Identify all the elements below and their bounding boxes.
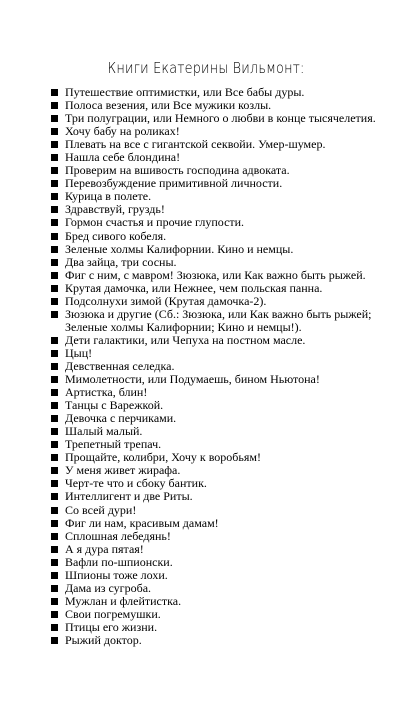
- bullet-square-icon: [51, 167, 58, 174]
- bullet-square-icon: [51, 363, 58, 370]
- bullet-square-icon: [51, 559, 58, 566]
- book-title: Девочка с перчиками.: [65, 411, 177, 426]
- book-title: Интеллигент и две Риты.: [65, 489, 193, 504]
- book-title: Фиг ли нам, красивым дамам!: [65, 515, 219, 530]
- page-title: Книги Екатерины Вильмонт:: [107, 59, 305, 77]
- book-title: Артистка, блин!: [65, 385, 148, 400]
- book-title: Дети галактики, или Чепуха на постном масле.: [65, 332, 306, 347]
- book-title: Мужлан и флейтистка.: [65, 593, 182, 608]
- bullet-square-icon: [51, 233, 58, 240]
- book-title: Фиг с ним, с мавром! Зюзюка, или Как важно быть рыжей.: [65, 267, 366, 282]
- bullet-square-icon: [51, 520, 58, 527]
- bullet-square-icon: [51, 428, 58, 435]
- book-title: Три полуграции, или Немного о любви в конце тысячелетия.: [65, 111, 376, 126]
- book-title: Курица в полете.: [65, 189, 152, 204]
- bullet-square-icon: [51, 611, 58, 618]
- book-title: Хочу бабу на роликах!: [65, 124, 180, 139]
- bullet-square-icon: [51, 376, 58, 383]
- book-title: Нашла себе блондина!: [65, 150, 181, 165]
- bullet-square-icon: [51, 128, 58, 135]
- bullet-square-icon: [51, 415, 58, 422]
- bullet-square-icon: [51, 572, 58, 579]
- bullet-square-icon: [51, 546, 58, 553]
- bullet-square-icon: [51, 402, 58, 409]
- bullet-square-icon: [51, 141, 58, 148]
- book-title: Мимолетности, или Подумаешь, бином Ньютона!: [65, 372, 320, 387]
- bullet-square-icon: [51, 350, 58, 357]
- bullet-square-icon: [51, 441, 58, 448]
- book-list-item: [51, 634, 396, 647]
- book-title: Птицы его жизни.: [65, 619, 158, 634]
- bullet-square-icon: [51, 598, 58, 605]
- bullet-square-icon: [51, 533, 58, 540]
- bullet-square-icon: [51, 585, 58, 592]
- book-title: Сплошная лебедянь!: [65, 528, 171, 543]
- bullet-square-icon: [51, 206, 58, 213]
- bullet-square-icon: [51, 493, 58, 500]
- book-list: [51, 86, 396, 647]
- book-title: Вафли по-шпионски.: [65, 554, 173, 569]
- book-title: Цыц!: [65, 345, 93, 360]
- book-title: Плевать на все с гигантской секвойи. Умер-шумер.: [65, 137, 326, 152]
- book-title: Зеленые холмы Калифорнии. Кино и немцы.: [65, 241, 294, 256]
- bullet-square-icon: [51, 272, 58, 279]
- bullet-square-icon: [51, 454, 58, 461]
- book-title: Прощайте, колибри, Хочу к воробьям!: [65, 450, 261, 465]
- bullet-square-icon: [51, 467, 58, 474]
- book-title: Танцы с Варежкой.: [65, 398, 164, 413]
- bullet-square-icon: [51, 298, 58, 305]
- book-title: Шалый малый.: [65, 424, 143, 439]
- bullet-square-icon: [51, 219, 58, 226]
- book-title: У меня живет жирафа.: [65, 463, 181, 478]
- book-title: Дама из сугроба.: [65, 580, 152, 595]
- bullet-square-icon: [51, 637, 58, 644]
- book-title: Рыжий доктор.: [65, 632, 142, 647]
- book-title: Крутая дамочка, или Нежнее, чем польская панна.: [65, 280, 323, 295]
- book-title: Свои погремушки.: [65, 606, 161, 621]
- bullet-square-icon: [51, 507, 58, 514]
- book-title: Трепетный трепач.: [65, 437, 162, 452]
- book-title: Перевозбуждение примитивной личности.: [65, 176, 283, 191]
- bullet-square-icon: [51, 115, 58, 122]
- book-title: Девственная селедка.: [65, 358, 175, 373]
- bullet-square-icon: [51, 246, 58, 253]
- bullet-square-icon: [51, 180, 58, 187]
- book-title: Два зайца, три сосны.: [65, 254, 177, 269]
- bullet-square-icon: [51, 89, 58, 96]
- book-title: Со всей дури!: [65, 502, 137, 517]
- book-title: Проверим на вшивость господина адвоката.: [65, 163, 290, 178]
- book-title: Шпионы тоже лохи.: [65, 567, 168, 582]
- bullet-square-icon: [51, 480, 58, 487]
- book-list-item: [51, 308, 396, 334]
- book-title: Зюзюка и другие (Сб.: Зюзюка, или Как важно быть рыжей; Зеленые холмы Калифорнии; Кино и немцы!).: [65, 306, 372, 334]
- bullet-square-icon: [51, 193, 58, 200]
- book-title: А я дура пятая!: [65, 541, 144, 556]
- book-title: Полоса везения, или Все мужики козлы.: [65, 98, 272, 113]
- book-list-item: [51, 334, 396, 347]
- book-title: Подсолнухи зимой (Крутая дамочка-2).: [65, 293, 267, 308]
- bullet-square-icon: [51, 285, 58, 292]
- bullet-square-icon: [51, 102, 58, 109]
- bullet-square-icon: [51, 389, 58, 396]
- bullet-square-icon: [51, 337, 58, 344]
- book-title: Гормон счастья и прочие глупости.: [65, 215, 245, 230]
- bullet-square-icon: [51, 624, 58, 631]
- book-title: Здравствуй, груздь!: [65, 202, 165, 217]
- book-title: Бред сивого кобеля.: [65, 228, 167, 243]
- bullet-square-icon: [51, 259, 58, 266]
- book-title: Путешествие оптимистки, или Все бабы дуры.: [65, 85, 305, 99]
- book-title: Черт-те что и сбоку бантик.: [65, 476, 207, 491]
- bullet-square-icon: [51, 154, 58, 161]
- bullet-square-icon: [51, 311, 58, 318]
